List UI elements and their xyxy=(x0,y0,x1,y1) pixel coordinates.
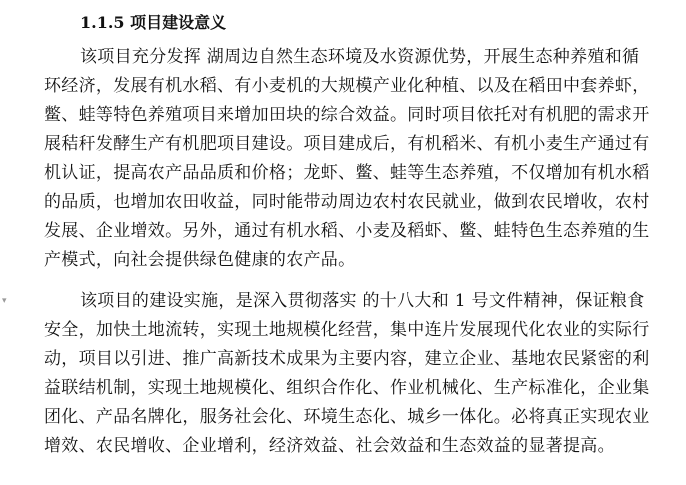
paragraph1-line: 该项目充分发挥 湖周边自然生态环境及水资源优势，开展生态种养殖和循 xyxy=(80,47,640,67)
paragraph1-line: 的品质，也增加农田收益，同时能带动周边农村农民就业，做到农民增收，农村 xyxy=(44,192,650,212)
paragraph1-line: 机认证，提高农产品品质和价格；龙虾、鳖、蛙等生态养殖，不仅增加有机水稻 xyxy=(44,163,650,183)
paragraph1-line: 展秸秆发酵生产有机肥项目建设。项目建成后，有机稻米、有机小麦生产通过有 xyxy=(44,134,650,154)
paragraph1-line: 鳖、蛙等特色养殖项目来增加田块的综合效益。同时项目依托对有机肥的需求开 xyxy=(44,105,650,125)
paragraph2-line: 增效、农民增收、企业增利，经济效益、社会效益和生态效益的显著提高。 xyxy=(44,436,615,456)
paragraph1-line: 发展、企业增效。另外，通过有机水稻、小麦及稻虾、鳖、蛙特色生态养殖的生 xyxy=(44,221,650,241)
paragraph2-line: 团化、产品名牌化，服务社会化、环境生态化、城乡一体化。必将真正实现农业 xyxy=(44,407,650,427)
paragraph-marker-icon: ▾ xyxy=(2,296,7,306)
paragraph1-line: 环经济，发展有机水稻、有小麦机的大规模产业化种植、以及在稻田中套养虾， xyxy=(44,76,650,96)
paragraph2-line: 安全，加快土地流转，实现土地规模化经营，集中连片发展现代化农业的实际行 xyxy=(44,320,650,340)
paragraph2-line: 动，项目以引进、推广高新技术成果为主要内容，建立企业、基地农民紧密的利 xyxy=(44,349,650,369)
section-heading: 1.1.5 项目建设意义 xyxy=(80,13,227,32)
paragraph2-line: 益联结机制，实现土地规模化、组织合作化、作业机械化、生产标准化，企业集 xyxy=(44,378,650,398)
paragraph1-line: 产模式，向社会提供绿色健康的农产品。 xyxy=(44,250,356,270)
paragraph2-line: 该项目的建设实施，是深入贯彻落实 的十八大和 1 号文件精神，保证粮食 xyxy=(80,291,645,311)
